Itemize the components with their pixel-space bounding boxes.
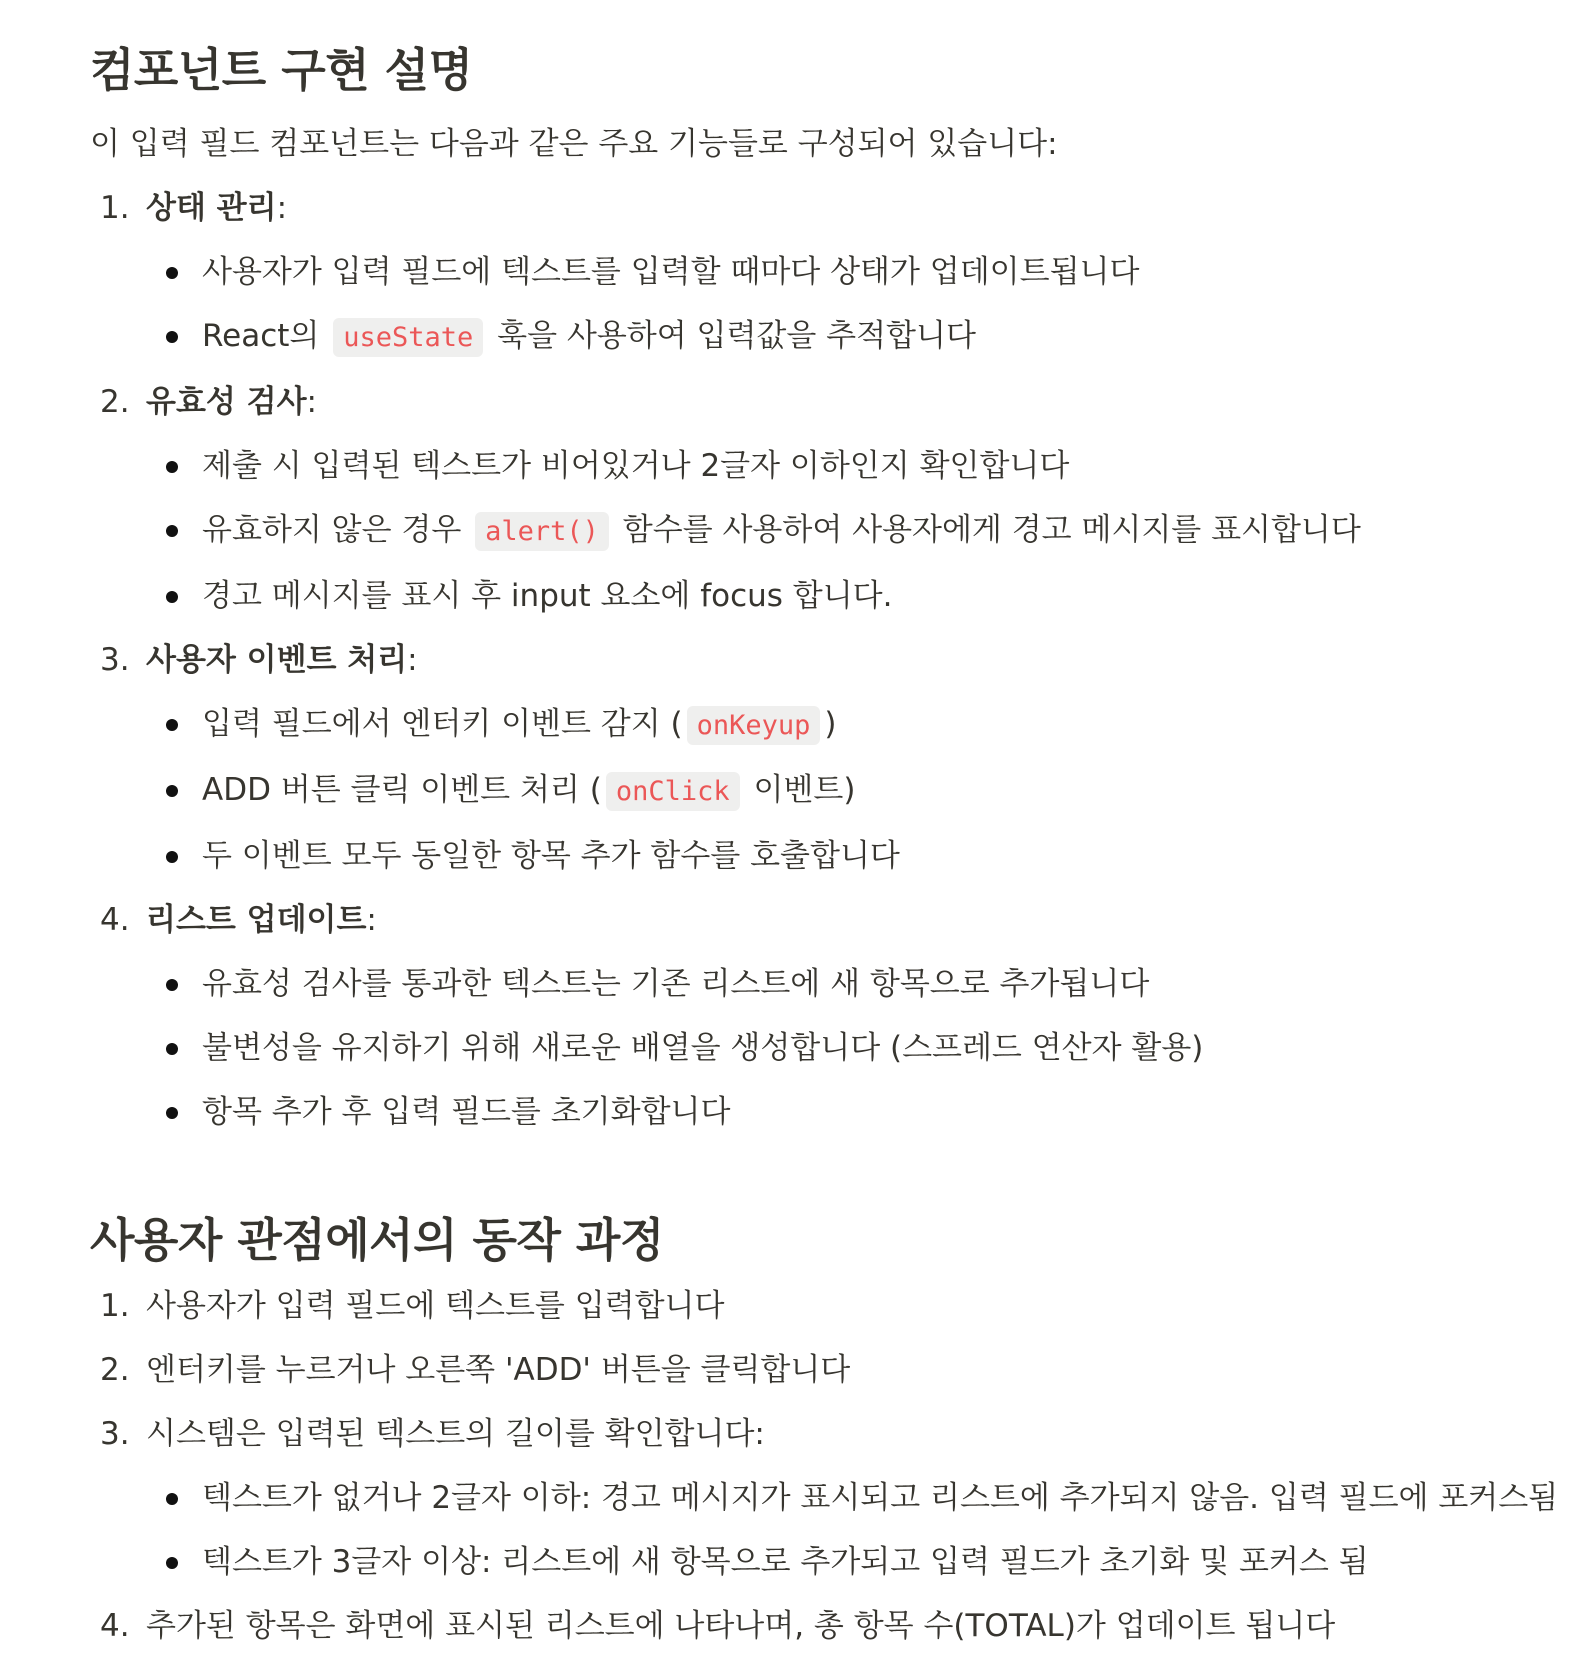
- bullet-icon: [166, 1107, 178, 1119]
- bullet-text: 경고 메시지를 표시 후 input 요소에 focus 합니다.: [202, 578, 893, 614]
- list-item: [90, 1402, 1559, 1594]
- list-item: [90, 1338, 1510, 1402]
- list-item: [90, 1594, 1510, 1658]
- list-item-title: 리스트 업데이트: [146, 902, 367, 938]
- bullet-item: [146, 952, 1510, 1016]
- bullet-item: [146, 1530, 1510, 1594]
- bullet-icon: [166, 591, 178, 603]
- bullet-list: [146, 952, 1510, 1144]
- bullet-text-after: ): [824, 706, 837, 742]
- bullet-item: [146, 1466, 1559, 1530]
- list-number: 1.: [100, 1288, 130, 1324]
- list-item-heading: [146, 176, 1510, 240]
- bullet-item: [146, 240, 1510, 304]
- bullet-item: [146, 498, 1510, 564]
- list-item-suffix: :: [366, 902, 377, 938]
- bullet-item: [146, 758, 1510, 824]
- user-flow-list: [90, 1274, 1559, 1658]
- bullet-text-before: ADD 버튼 클릭 이벤트 처리 (: [202, 772, 602, 808]
- bullet-list: [146, 1466, 1559, 1594]
- inline-code: useState: [333, 318, 483, 357]
- bullet-text: 두 이벤트 모두 동일한 항목 추가 함수를 호출합니다: [202, 838, 900, 874]
- bullet-icon: [166, 719, 178, 731]
- bullet-text-after: 함수를 사용하여 사용자에게 경고 메시지를 표시합니다: [622, 512, 1361, 548]
- bullet-item: [146, 564, 1510, 628]
- list-item-heading: [146, 628, 1510, 692]
- bullet-text-before: 입력 필드에서 엔터키 이벤트 감지 (: [202, 706, 683, 742]
- bullet-text: 항목 추가 후 입력 필드를 초기화합니다: [202, 1094, 731, 1130]
- section-title-user-flow: 사용자 관점에서의 동작 과정: [90, 1213, 664, 1267]
- bullet-list: [146, 692, 1510, 888]
- list-number: 1.: [100, 190, 130, 226]
- bullet-icon: [166, 461, 178, 473]
- bullet-icon: [166, 267, 178, 279]
- section-title-implementation: 컴포넌트 구현 설명: [90, 43, 473, 97]
- bullet-text: 사용자가 입력 필드에 텍스트를 입력할 때마다 상태가 업데이트됩니다: [202, 254, 1140, 290]
- inline-code: onKeyup: [687, 706, 821, 745]
- bullet-icon: [166, 1557, 178, 1569]
- bullet-text: 텍스트가 3글자 이상: 리스트에 새 항목으로 추가되고 입력 필드가 초기화 및 포커스 됨: [202, 1544, 1369, 1580]
- bullet-item: [146, 434, 1510, 498]
- list-number: 3.: [100, 1416, 130, 1452]
- bullet-item: [146, 692, 1510, 758]
- bullet-icon: [166, 1493, 178, 1505]
- list-number: 2.: [100, 384, 130, 420]
- list-item-heading: [146, 888, 1510, 952]
- list-item-text: 시스템은 입력된 텍스트의 길이를 확인합니다:: [146, 1416, 765, 1452]
- list-item-text: 엔터키를 누르거나 오른쪽 'ADD' 버튼을 클릭합니다: [146, 1352, 851, 1388]
- bullet-item: [146, 1016, 1510, 1080]
- bullet-text: 유효성 검사를 통과한 텍스트는 기존 리스트에 새 항목으로 추가됩니다: [202, 966, 1150, 1002]
- bullet-text: 불변성을 유지하기 위해 새로운 배열을 생성합니다 (스프레드 연산자 활용): [202, 1030, 1204, 1066]
- list-item: [90, 176, 1510, 370]
- list-item-suffix: :: [306, 384, 317, 420]
- list-item-title: 사용자 이벤트 처리: [146, 642, 408, 678]
- list-number: 2.: [100, 1352, 130, 1388]
- bullet-icon: [166, 331, 178, 343]
- bullet-text-before: 유효하지 않은 경우: [202, 512, 462, 548]
- bullet-item: [146, 1080, 1510, 1144]
- inline-code: alert(): [475, 512, 609, 551]
- list-number: 4.: [100, 902, 130, 938]
- list-item-heading: [146, 370, 1510, 434]
- implementation-list: [90, 176, 1510, 1144]
- bullet-text-after: 훅을 사용하여 입력값을 추적합니다: [497, 318, 976, 354]
- bullet-text-before: React의: [202, 318, 320, 354]
- bullet-list: [146, 240, 1510, 370]
- list-item-title: 유효성 검사: [146, 384, 307, 420]
- list-item-title: 상태 관리: [146, 190, 277, 226]
- bullet-icon: [166, 785, 178, 797]
- bullet-item: [146, 304, 1510, 370]
- list-item: [90, 628, 1510, 888]
- bullet-icon: [166, 525, 178, 537]
- bullet-icon: [166, 979, 178, 991]
- list-item-text: 사용자가 입력 필드에 텍스트를 입력합니다: [146, 1288, 725, 1324]
- list-number: 3.: [100, 642, 130, 678]
- list-item-suffix: :: [276, 190, 288, 226]
- bullet-text: 텍스트가 없거나 2글자 이하: 경고 메시지가 표시되고 리스트에 추가되지 않음. 입력 필드에 포커스됨: [202, 1480, 1559, 1516]
- list-number: 4.: [100, 1608, 130, 1644]
- list-item: [90, 888, 1510, 1144]
- bullet-list: [146, 434, 1510, 628]
- list-item: [90, 370, 1510, 628]
- list-item: [90, 1274, 1510, 1338]
- bullet-item: [146, 824, 1510, 888]
- inline-code: onClick: [606, 772, 740, 811]
- bullet-icon: [166, 1043, 178, 1055]
- bullet-text: 제출 시 입력된 텍스트가 비어있거나 2글자 이하인지 확인합니다: [202, 448, 1070, 484]
- list-item-text: 추가된 항목은 화면에 표시된 리스트에 나타나며, 총 항목 수(TOTAL)가 업데이트 됩니다: [146, 1608, 1336, 1644]
- section-intro: 이 입력 필드 컴포넌트는 다음과 같은 주요 기능들로 구성되어 있습니다:: [90, 126, 1058, 162]
- bullet-icon: [166, 851, 178, 863]
- list-item-suffix: :: [407, 642, 418, 678]
- bullet-text-after: 이벤트): [753, 772, 856, 808]
